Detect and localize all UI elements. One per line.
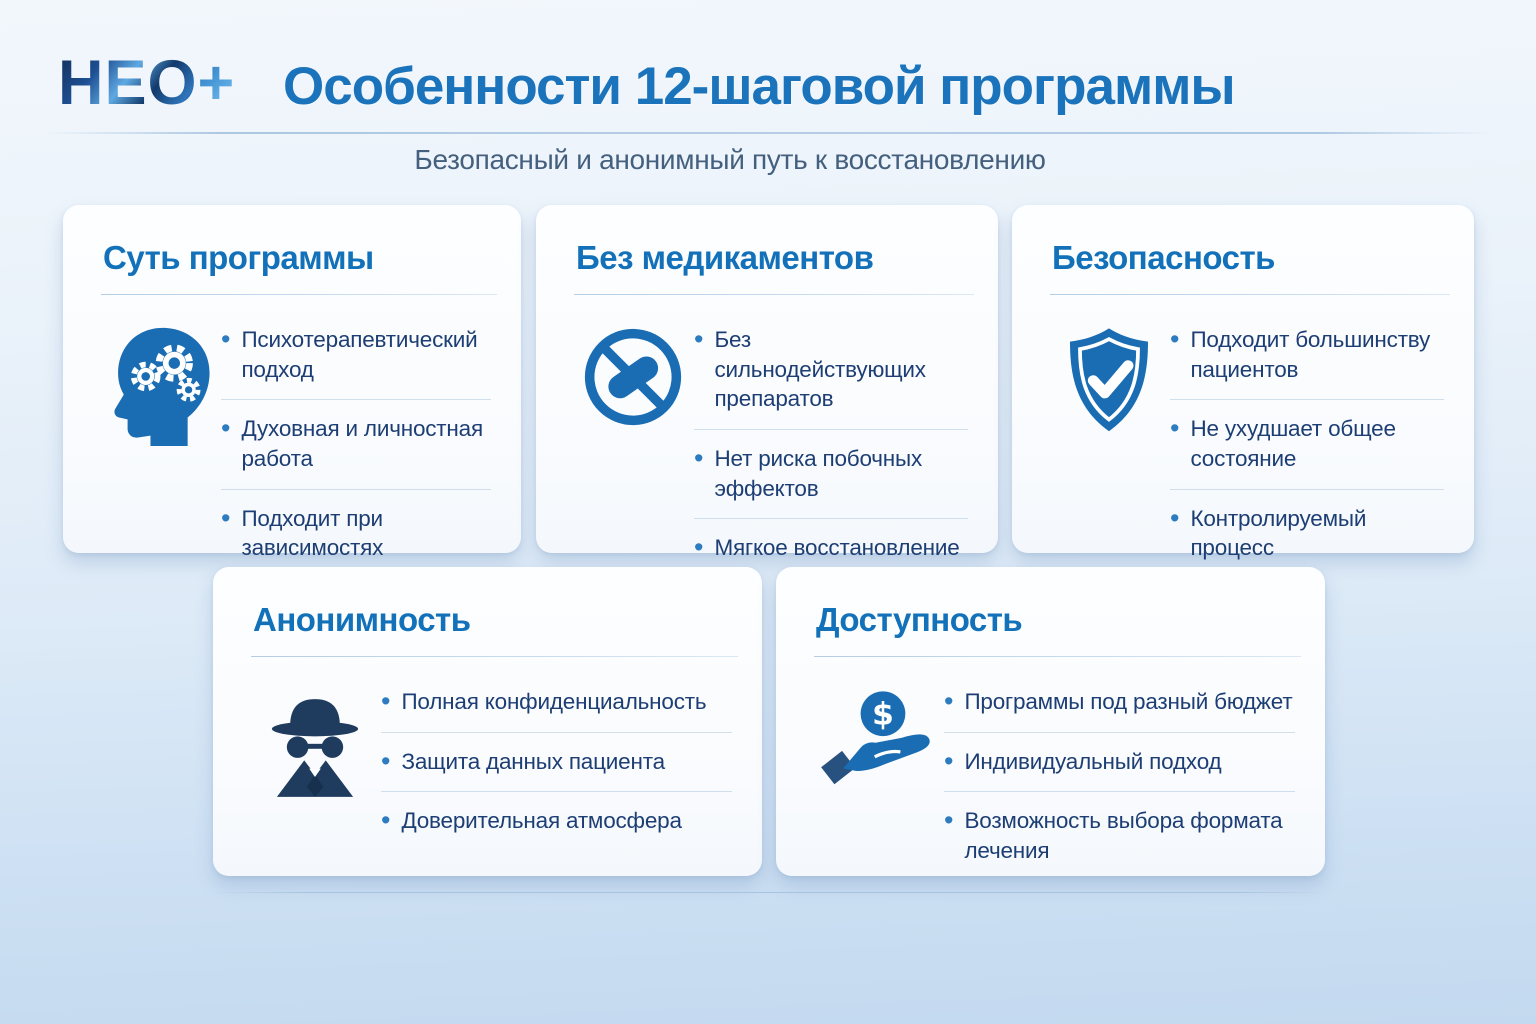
bottom-divider [215,892,1327,893]
list-item: • Программы под разный бюджет [944,673,1295,733]
card-no-medications [536,205,998,563]
list-item: • Контролируемый процесс [1170,502,1367,561]
svg-text:$: $ [872,696,894,733]
list-item: • Возможность выбора формата лечения [944,805,1283,864]
bullet-dot-icon: • [221,324,231,354]
brain-gears-icon [107,325,213,447]
bullet-dot-icon: • [1170,324,1180,354]
bullet-list [221,311,493,578]
card-safety [1012,205,1474,561]
list-item: • Подходит большинству пациентов [1170,311,1444,400]
bullet-dot-icon: • [694,532,704,563]
list-item: • Нет риска побочных эффектов [694,430,968,519]
neo-plus-logo [58,48,236,118]
logo-text: НЕО [58,48,198,118]
bullet-dot-icon: • [694,443,704,474]
bullet-dot-icon: • [1170,413,1180,444]
list-item: • Психотерапевтический подход [221,311,491,400]
no-pills-icon [581,325,685,429]
card-affordability [776,567,1325,876]
logo-plus-icon: + [197,48,236,118]
bullet-dot-icon: • [381,805,391,836]
bullet-dot-icon: • [944,686,954,716]
card-anonymity [213,567,762,876]
card-title: Без медикаментов [576,239,874,276]
bullet-dot-icon: • [944,745,954,776]
bullet-list [1170,311,1446,578]
money-hand-icon [820,687,936,791]
list-item: • Индивидуальный подход [944,733,1295,793]
card-program-essence [63,205,521,561]
bullet-dot-icon: • [944,805,954,836]
bullet-dot-icon: • [221,413,231,444]
card-title: Суть программы [103,239,374,276]
list-item: • Доверительная атмосфера [381,805,682,836]
header-divider [45,132,1491,134]
bullet-dot-icon: • [381,745,391,776]
shield-check-icon [1059,325,1159,437]
list-item: • Не ухудшает общее состояние [1170,400,1444,489]
card-title: Безопасность [1052,239,1275,276]
bullet-list [694,311,970,578]
bullet-list [381,673,734,851]
list-item: • Без сильнодействующих препаратов [694,311,968,430]
page-subtitle: Безопасный и анонимный путь к восстановлению [414,144,1046,175]
card-title: Анонимность [253,601,471,638]
list-item: • Подходит при зависимостях [221,502,384,561]
list-item: • Мягкое восстановление [694,532,960,563]
card-title: Доступность [816,601,1023,638]
list-item: • Духовная и личностная работа [221,400,491,489]
list-item: • Полная конфиденциальность [381,673,732,733]
bullet-list [944,673,1297,881]
list-item: • Защита данных пациента [381,733,732,793]
bullet-dot-icon: • [1170,502,1180,533]
bullet-dot-icon: • [694,324,704,354]
bullet-dot-icon: • [221,502,231,533]
spy-icon [257,687,373,799]
bullet-dot-icon: • [381,686,391,716]
page-title: Особенности 12-шаговой программы [283,57,1235,116]
